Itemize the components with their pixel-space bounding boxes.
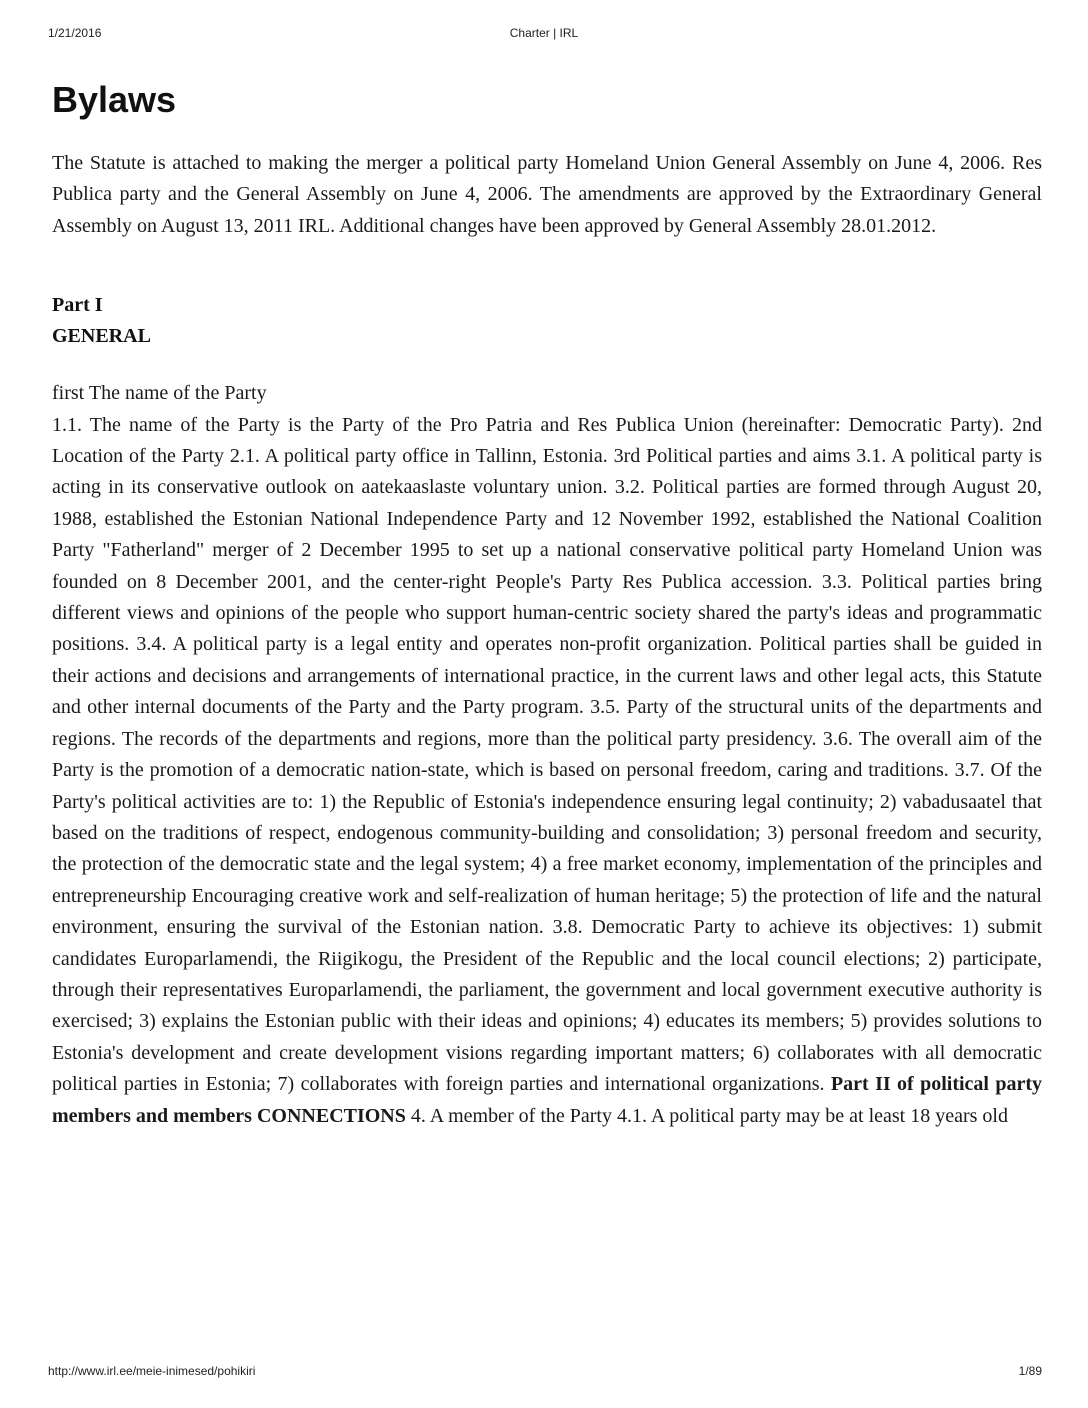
print-page-number: 1/89	[1018, 1364, 1042, 1378]
section-1-body: 1.1. The name of the Party is the Party of the Pro Patria and Res Publica Union (hereinafter: Democratic Party). 2nd Location of the Party 2.1. A political party office in Tallinn, Estonia. 3rd Political parties and aims 3.1. A political party is acting in its conservative outlook on aatekaaslaste voluntary union. 3.2. Political parties are formed through August 20, 1988, established the Estonian National Independence Party and 12 November 1992, established the National Coalition Party "Fatherland" merger of 2 December 1995 to set up a national conservative political party Homeland Union was founded on 8 December 2001, and the center-right People's Party Res Publica accession. 3.3. Political parties bring different views and opinions of the people who support human-centric society shared the party's ideas and programmatic positions. 3.4. A political party is a legal entity and operates non-profit organization. Political parties shall be guided in their actions and decisions and arrangements of international practice, in the current laws and other legal acts, this Statute and other internal documents of the Party and the Party program. 3.5. Party of the structural units of the departments and regions. The records of the departments and regions, more than the political party presidency. 3.6. The overall aim of the Party is the promotion of a democratic nation-state, which is based on personal freedom, caring and traditions. 3.7. Of the Party's political activities are to: 1) the Republic of Estonia's independence ensuring legal continuity; 2) vabadusaatel that based on the traditions of respect, endogenous community-building and consolidation; 3) personal freedom and security, the protection of the democratic state and the legal system; 4) a free market economy, implementation of the principles and entrepreneurship Encouraging creative work and self-realization of human heritage; 5) the protection of life and the natural environment, ensuring the survival of the Estonian nation. 3.8. Democratic Party to achieve its objectives: 1) submit candidates Europarlamendi, the Riigikogu, the President of the Republic and the local council elections; 2) participate, through their representatives Europarlamendi, the parliament, the government and local government executive authority is exercised; 3) explains the Estonian public with their ideas and opinions; 4) educates its members; 5) provides solutions to Estonia's development and create development visions regarding important matters; 6) collaborates with all democratic political parties in Estonia; 7) collaborates with foreign parties and international organizations.	[52, 413, 1042, 1096]
section-1-paragraph	[52, 378, 1042, 1132]
print-footer	[0, 1364, 1088, 1380]
intro-paragraph: The Statute is attached to making the merger a political party Homeland Union General Assembly on June 4, 2006. Res Publica party and the General Assembly on June 4, 2006. The amendments are approved by the Extraordinary General Assembly on August 13, 2011 IRL. Additional changes have been approved by General Assembly 28.01.2012.	[52, 152, 1042, 237]
print-date: 1/21/2016	[48, 26, 102, 40]
part-1-heading	[52, 290, 1042, 352]
section-1-title: first The name of the Party	[52, 382, 267, 405]
section-4-body: 4. A member of the Party 4.1. A political party may be at least 18 years old	[410, 1104, 1008, 1127]
print-page-title: Charter | IRL	[509, 26, 579, 40]
page-title: Bylaws	[52, 79, 177, 120]
part-2-heading: Part II of political party members and members CONNECTIONS	[52, 1073, 1043, 1127]
document-content	[52, 78, 1042, 1132]
part-1-label: Part I	[52, 294, 103, 317]
part-1-title: GENERAL	[52, 325, 151, 348]
print-url: http://www.irl.ee/meie-inimesed/pohikiri	[48, 1364, 256, 1378]
print-header	[0, 26, 1088, 42]
